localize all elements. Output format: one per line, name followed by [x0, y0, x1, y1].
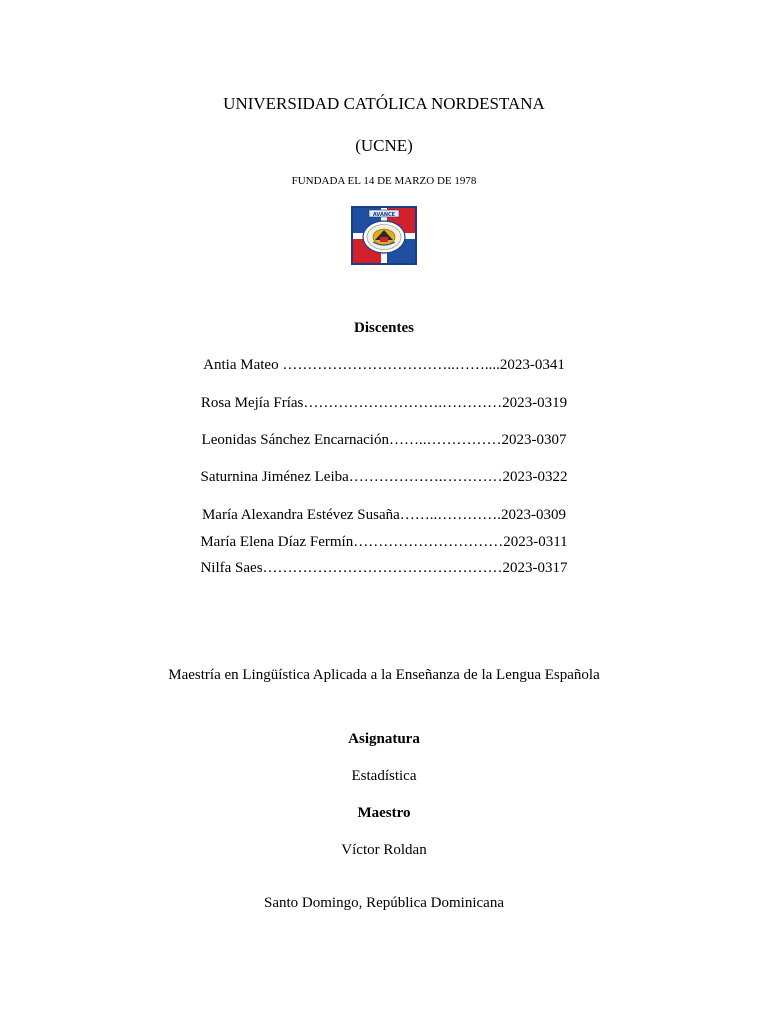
student-entry: Antia Mateo ……………………………..……....2023-0341: [203, 357, 565, 373]
students-heading: Discentes: [354, 320, 414, 336]
teacher-heading: Maestro: [357, 805, 411, 821]
location: Santo Domingo, República Dominicana: [264, 895, 504, 911]
program-name: Maestría en Lingüística Aplicada a la Enseñanza de la Lengua Española: [168, 667, 600, 683]
ucne-seal-logo: [351, 206, 417, 265]
founding-date: FUNDADA EL 14 DE MARZO DE 1978: [291, 175, 477, 187]
student-entry: Rosa Mejía Frías……………………….…………2023-0319: [200, 395, 568, 411]
student-entry: Saturnina Jiménez Leiba……………….…………2023-0322: [200, 469, 568, 485]
university-name: UNIVERSIDAD CATÓLICA NORDESTANA: [223, 94, 545, 113]
teacher-name: Víctor Roldan: [341, 842, 427, 858]
subject-name: Estadística: [351, 768, 417, 784]
student-entry: Leonidas Sánchez Encarnación……..……………2023-0307: [201, 432, 567, 448]
subject-heading: Asignatura: [348, 731, 420, 747]
university-acronym: (UCNE): [355, 136, 413, 155]
student-entry: Nilfa Saes…………………………………………2023-0317: [200, 560, 568, 576]
student-entry: María Alexandra Estévez Susaña……..………….2023-0309: [201, 507, 567, 523]
svg-text:AVANCE: AVANCE: [372, 211, 396, 218]
student-entry: María Elena Díaz Fermín…………………………2023-0311: [200, 534, 568, 550]
